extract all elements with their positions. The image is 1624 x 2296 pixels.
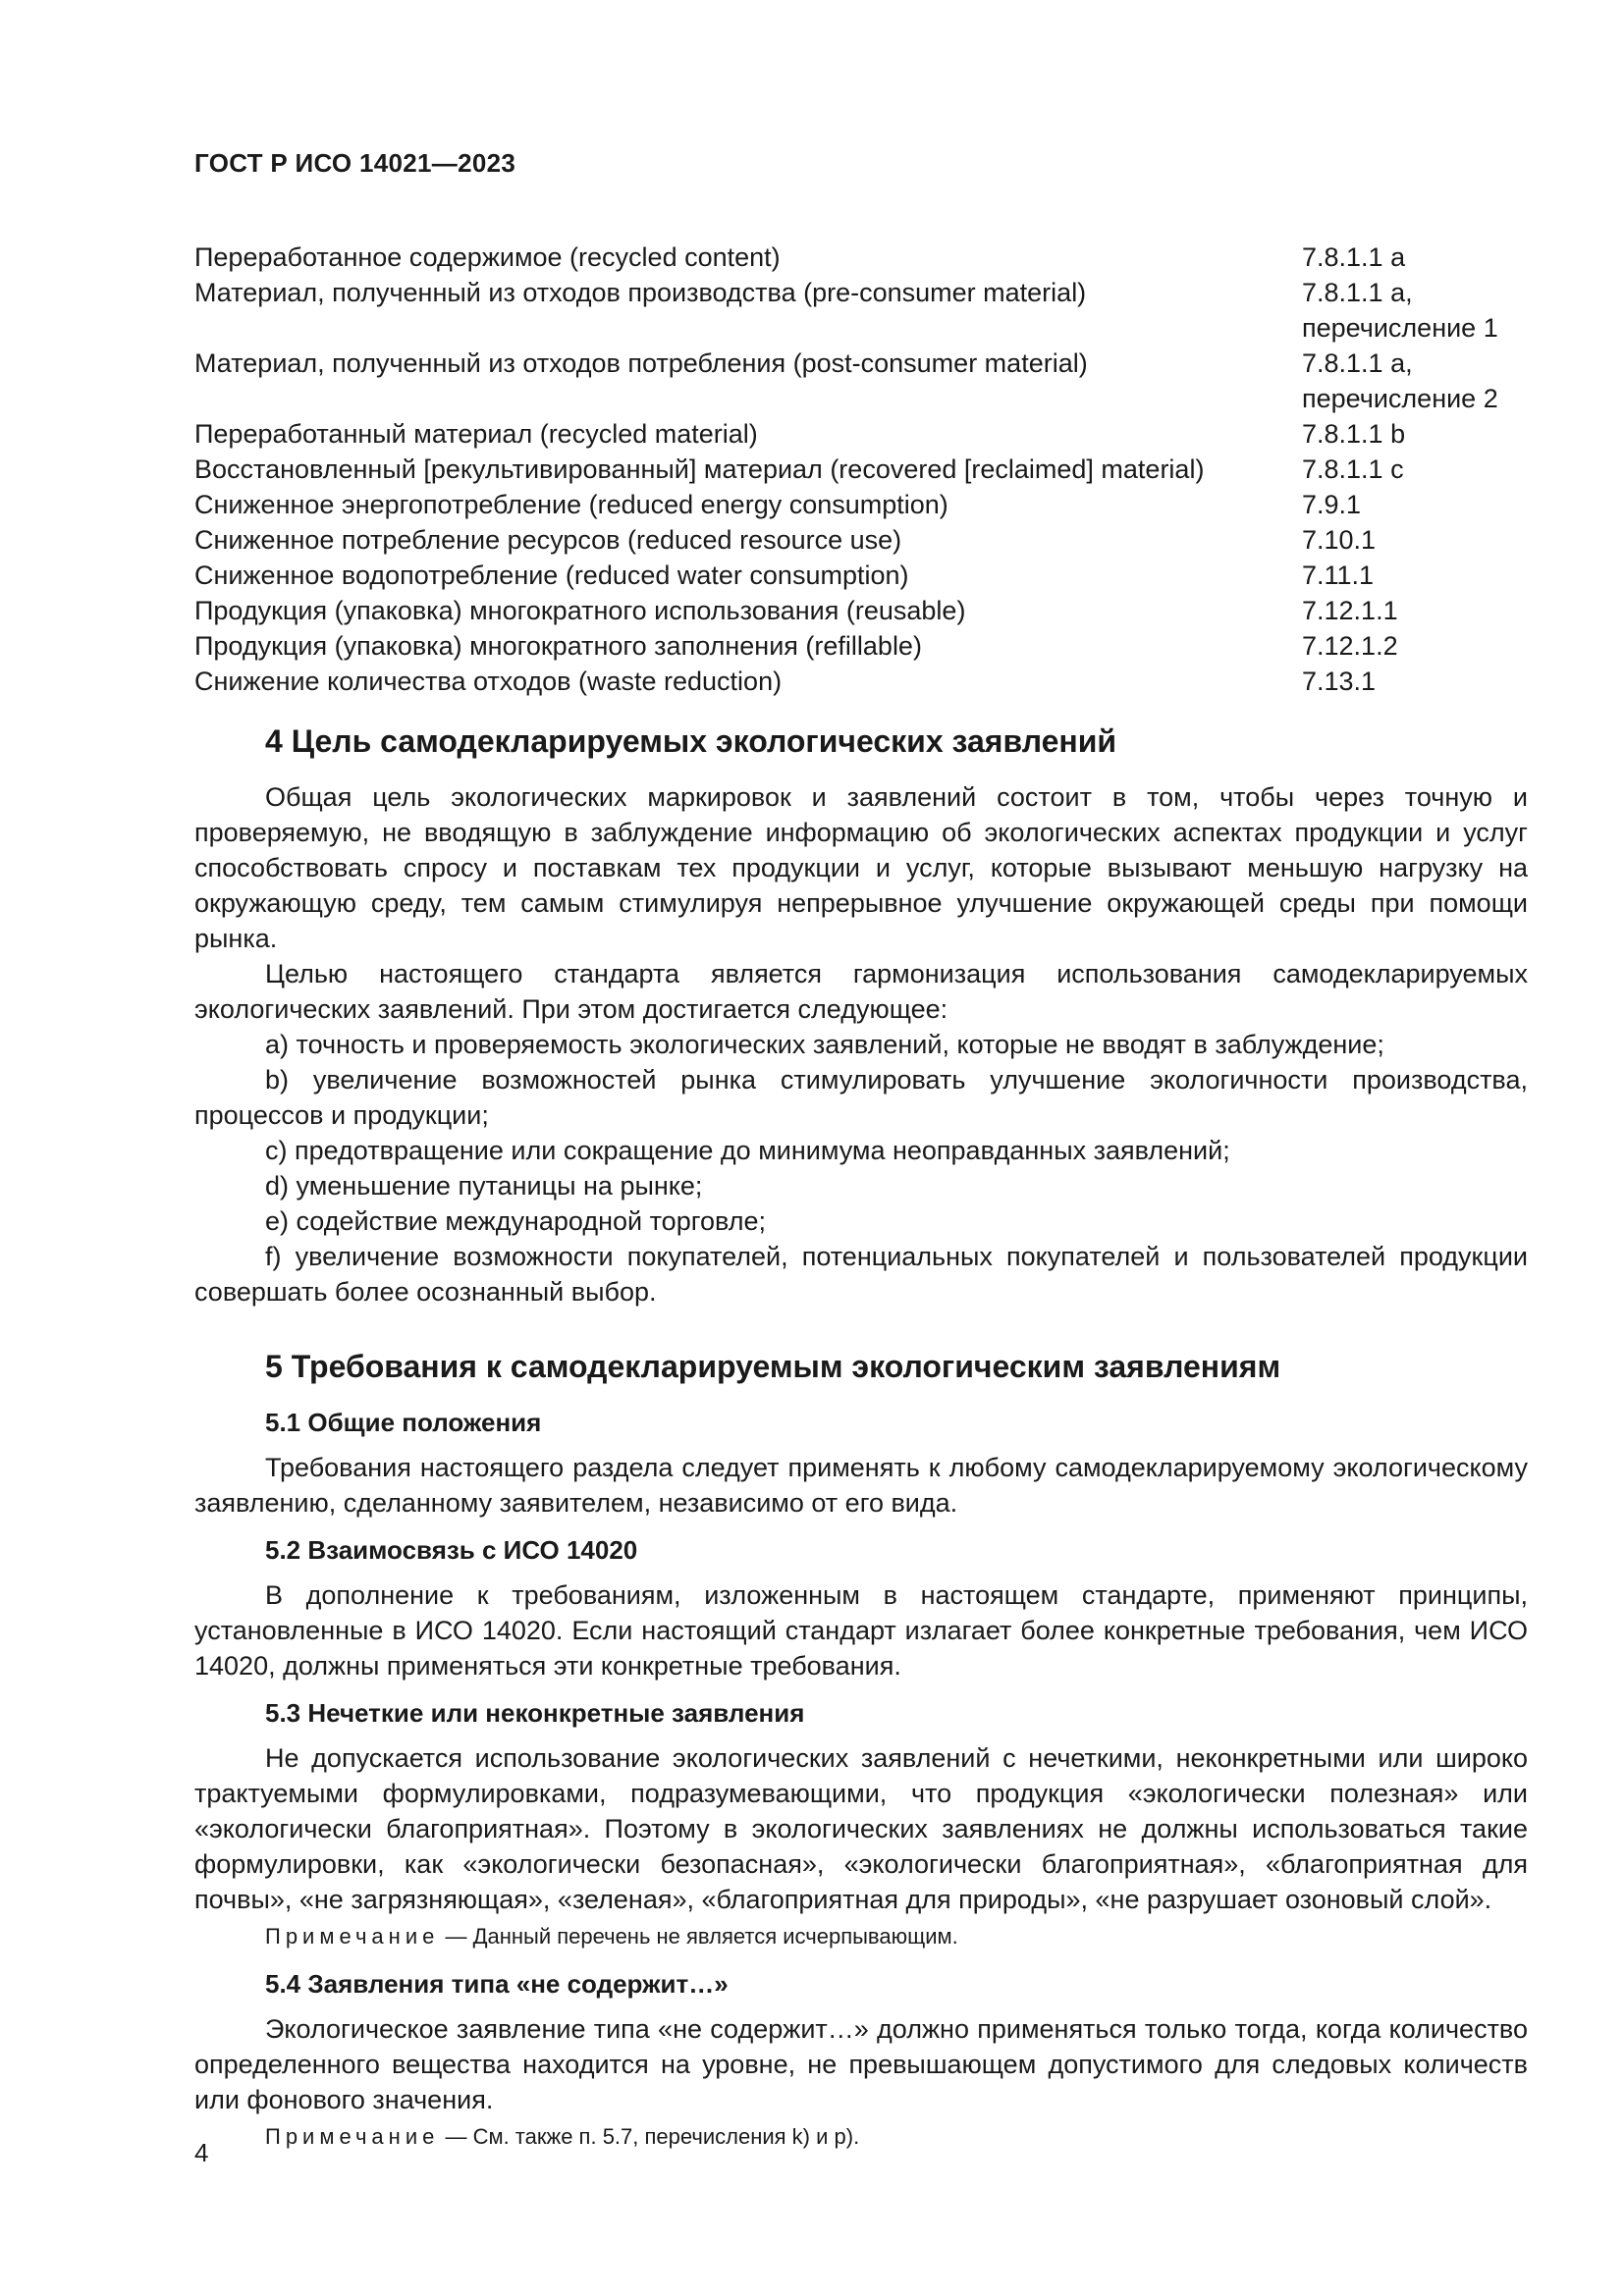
term-reference: 7.11.1 [1302,561,1375,590]
section-5-title: 5 Требования к самодекларируемым экологическим заявлениям [265,1349,1281,1384]
term-name: Сниженное энергопотребление (reduced energy consumption) [194,490,948,519]
term-reference: 7.10.1 [1302,525,1377,555]
term-reference: 7.8.1.1 a, перечисление 2 [1302,348,1498,413]
document-page [194,145,1528,2155]
term-row [194,664,1528,699]
section-4-title: 4 Цель самодекларируемых экологических заявлений [265,723,1117,759]
list-item-e: e) содействие международной торговле; [265,1206,766,1236]
term-row [194,346,1528,416]
term-row [194,275,1528,346]
term-reference: 7.8.1.1 a [1302,242,1406,272]
term-row [194,522,1528,558]
note-5-3 [194,1919,1528,1954]
term-row [194,487,1528,522]
note-5-4 [194,2119,1528,2155]
term-row [194,558,1528,593]
term-name: Материал, полученный из отходов производства (pre-consumer material) [194,278,1087,307]
term-name: Переработанное содержимое (recycled content) [194,242,781,272]
term-name: Переработанный материал (recycled material) [194,419,758,449]
term-name: Сниженное потребление ресурсов (reduced resource use) [194,525,902,555]
term-name: Сниженное водопотребление (reduced water consumption) [194,561,909,590]
note-text: — См. также п. 5.7, перечисления k) и p). [439,2124,860,2149]
document-code-header: ГОСТ Р ИСО 14021—2023 [194,148,516,178]
term-row [194,240,1528,275]
term-reference: 7.9.1 [1302,490,1362,519]
term-reference: 7.13.1 [1302,667,1377,696]
term-row [194,628,1528,664]
term-reference: 7.8.1.1 c [1302,454,1404,484]
term-row [194,593,1528,628]
list-item-f: f) увеличение возможности покупателей, потенциальных покупателей и пользователей продукции совершать более осознанный выбор. [194,1242,1528,1307]
subsection-5-3-title: 5.3 Нечеткие или неконкретные заявления [265,1698,805,1728]
term-reference: 7.8.1.1 b [1302,419,1406,449]
terms-index [194,240,1528,699]
term-row [194,416,1528,452]
subsection-5-1-title: 5.1 Общие положения [265,1408,542,1437]
subsection-5-3-text: Не допускается использование экологических заявлений с нечеткими, неконкретными или широко трактуемыми формулировками, подразумевающими, что продукция «экологически полезная» или «экологически благоприятная». Поэтому в экологических заявлениях не должны использоваться такие формулировки, как «экологически безопасная», «экологически благоприятная», «благоприятная для почвы», «не загрязняющая», «зеленая», «благоприятная для природы», «не разрушает озоновый слой». [194,1743,1528,1914]
term-name: Восстановленный [рекультивированный] материал (recovered [reclaimed] material) [194,454,1205,484]
subsection-5-1-text: Требования настоящего раздела следует применять к любому самодекларируемому экологическому заявлению, сделанному заявителем, независимо от его вида. [194,1453,1528,1518]
term-reference: 7.12.1.2 [1302,631,1398,661]
subsection-5-4-text: Экологическое заявление типа «не содержит…» должно применяться только тогда, когда количество определенного вещества находится на уровне, не превышающем допустимого для следовых количеств или фонового значения. [194,2014,1528,2114]
list-item-a: a) точность и проверяемость экологических заявлений, которые не вводят в заблуждение; [265,1030,1384,1059]
note-text: — Данный перечень не является исчерпывающим. [439,1924,958,1949]
term-name: Материал, полученный из отходов потребления (post-consumer material) [194,348,1088,378]
subsection-5-2-title: 5.2 Взаимосвязь с ИСО 14020 [265,1535,638,1565]
section-4-paragraph-1: Общая цель экологических маркировок и заявлений состоит в том, чтобы через точную и проверяемую, не вводящую в заблуждение информацию об экологических аспектах продукции и услуг способствовать спросу и поставкам тех продукции и услуг, которые вызывают меньшую нагрузку на окружающую среду, тем самым стимулируя непрерывное улучшение окружающей среды при помощи рынка. [194,782,1528,953]
term-name: Снижение количества отходов (waste reduction) [194,667,783,696]
term-reference: 7.8.1.1 a, перечисление 1 [1302,278,1498,343]
term-name: Продукция (упаковка) многократного использования (reusable) [194,596,966,625]
note-label: Примечание [265,1924,440,1949]
page-number: 4 [194,2138,209,2167]
subsection-5-4-title: 5.4 Заявления типа «не содержит…» [265,1969,729,1999]
list-item-d: d) уменьшение путаницы на рынке; [265,1171,703,1201]
note-label: Примечание [265,2124,440,2149]
section-4-paragraph-2: Целью настоящего стандарта является гармонизация использования самодекларируемых экологических заявлений. При этом достигается следующее: [194,959,1528,1024]
subsection-5-2-text: В дополнение к требованиям, изложенным в настоящем стандарте, применяют принципы, установленные в ИСО 14020. Если настоящий стандарт излагает более конкретные требования, чем ИСО 14020, должны применяться эти конкретные требования. [194,1580,1528,1681]
list-item-b: b) увеличение возможностей рынка стимулировать улучшение экологичности производства, процессов и продукции; [194,1065,1528,1130]
list-item-c: c) предотвращение или сокращение до минимума неоправданных заявлений; [265,1136,1230,1165]
term-reference: 7.12.1.1 [1302,596,1398,625]
term-row [194,452,1528,487]
term-name: Продукция (упаковка) многократного заполнения (refillable) [194,631,922,661]
